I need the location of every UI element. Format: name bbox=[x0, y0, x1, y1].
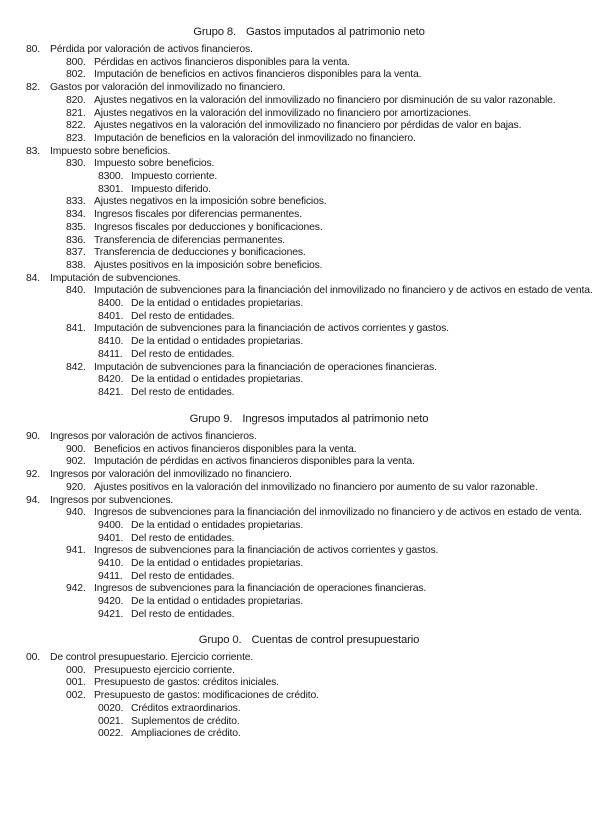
group-heading bbox=[0, 412, 600, 426]
account-code: 8410. bbox=[98, 336, 124, 348]
account-label: De la entidad o entidades propietarias. bbox=[131, 298, 304, 309]
group-title: Gastos imputados al patrimonio neto bbox=[246, 26, 425, 38]
account-code: 80. bbox=[26, 44, 40, 55]
account-label: Ajustes negativos en la valoración del inmovilizado no financiero por disminución de su valor razonable. bbox=[94, 94, 556, 106]
account-label: Del resto de entidades. bbox=[131, 608, 235, 620]
account-code: 92. bbox=[26, 469, 40, 481]
account-label: Ingresos por subvenciones. bbox=[50, 494, 174, 506]
account-code: 900. bbox=[66, 443, 86, 455]
account-code: 9420. bbox=[98, 596, 124, 608]
account-label: Imputación de beneficios en la valoración del inmovilizado no financiero. bbox=[94, 132, 416, 144]
account-code: 8401. bbox=[98, 310, 124, 322]
account-code: 802. bbox=[66, 69, 86, 81]
group-number: Grupo 9. bbox=[189, 413, 233, 425]
group-heading bbox=[0, 25, 600, 39]
account-code: 942. bbox=[66, 583, 86, 595]
account-label: Imputación de beneficios en activos financieros disponibles para la venta. bbox=[94, 69, 422, 81]
account-code: 9410. bbox=[98, 558, 124, 569]
account-label: Imputación de subvenciones para la financiación del inmovilizado no financiero y de activos en estado de venta. bbox=[94, 285, 593, 297]
account-code: 821. bbox=[66, 107, 86, 119]
account-label: Transferencia de deducciones y bonificaciones. bbox=[94, 247, 306, 259]
account-code: 902. bbox=[66, 456, 86, 468]
account-label: De la entidad o entidades propietarias. bbox=[131, 558, 304, 569]
account-label: De la entidad o entidades propietarias. bbox=[131, 596, 304, 608]
account-code: 84. bbox=[26, 272, 40, 284]
account-code: 830. bbox=[66, 158, 86, 170]
account-code: 002. bbox=[66, 690, 86, 702]
account-code: 8421. bbox=[98, 386, 124, 398]
account-label: De la entidad o entidades propietarias. bbox=[131, 374, 304, 386]
account-code: 835. bbox=[66, 221, 86, 233]
account-code: 823. bbox=[66, 132, 86, 144]
account-label: Del resto de entidades. bbox=[131, 532, 235, 544]
account-label: Presupuesto de gastos: créditos iniciales. bbox=[94, 677, 279, 689]
account-code: 8411. bbox=[98, 348, 123, 360]
account-label: Del resto de entidades. bbox=[131, 570, 235, 582]
account-code: 8420. bbox=[98, 374, 124, 386]
group-title: Cuentas de control presupuestario bbox=[251, 634, 420, 646]
account-code: 840. bbox=[66, 285, 86, 297]
account-label: Ingresos de subvenciones para la financiación de activos corrientes y gastos. bbox=[94, 545, 439, 557]
group-title: Ingresos imputados al patrimonio neto bbox=[242, 413, 429, 425]
account-code: 841. bbox=[66, 323, 86, 335]
group-heading bbox=[0, 633, 600, 647]
account-code: 00. bbox=[26, 652, 40, 663]
account-code: 82. bbox=[26, 82, 40, 94]
account-code: 001. bbox=[66, 677, 86, 689]
account-label: Impuesto sobre beneficios. bbox=[50, 145, 171, 157]
account-label: Ampliaciones de crédito. bbox=[131, 728, 241, 740]
account-code: 9401. bbox=[98, 532, 124, 544]
account-label: De la entidad o entidades propietarias. bbox=[131, 336, 304, 348]
account-label: Transferencia de diferencias permanentes. bbox=[94, 234, 285, 246]
account-label: Del resto de entidades. bbox=[131, 348, 235, 360]
account-label: Impuesto sobre beneficios. bbox=[94, 158, 215, 170]
account-label: Impuesto corriente. bbox=[131, 171, 218, 182]
account-label: Ajustes negativos en la valoración del inmovilizado no financiero por amortizaciones. bbox=[94, 107, 472, 119]
account-code: 920. bbox=[66, 481, 86, 493]
account-code: 0021. bbox=[98, 715, 124, 727]
account-label: Presupuesto de gastos: modificaciones de crédito. bbox=[94, 690, 319, 702]
account-label: Suplementos de crédito. bbox=[131, 715, 240, 727]
group-number: Grupo 0. bbox=[198, 634, 242, 646]
account-label: Imputación de subvenciones. bbox=[50, 272, 181, 284]
account-label: De control presupuestario. Ejercicio corriente. bbox=[50, 652, 254, 663]
account-code: 838. bbox=[66, 259, 86, 271]
account-code: 9411. bbox=[98, 570, 123, 582]
account-code: 8400. bbox=[98, 298, 124, 309]
account-code: 9421. bbox=[98, 608, 124, 620]
account-code: 83. bbox=[26, 145, 40, 157]
account-code: 822. bbox=[66, 120, 86, 132]
account-label: Ingresos por valoración de activos financieros. bbox=[50, 431, 257, 442]
account-code: 834. bbox=[66, 209, 86, 221]
account-label: Ingresos fiscales por deducciones y bonificaciones. bbox=[94, 221, 323, 233]
account-label: Créditos extraordinarios. bbox=[131, 702, 241, 714]
account-code: 90. bbox=[26, 431, 40, 442]
account-code: 000. bbox=[66, 664, 86, 676]
account-label: Pérdidas en activos financieros disponibles para la venta. bbox=[94, 56, 350, 68]
account-label: Beneficios en activos financieros disponibles para la venta. bbox=[94, 443, 357, 455]
account-label: Gastos por valoración del inmovilizado no financiero. bbox=[50, 82, 286, 94]
account-label: Ingresos de subvenciones para la financiación de operaciones financieras. bbox=[94, 583, 427, 595]
account-label: Ingresos fiscales por diferencias permanentes. bbox=[94, 209, 302, 221]
account-label: De la entidad o entidades propietarias. bbox=[131, 519, 304, 531]
account-label: Ajustes positivos en la valoración del inmovilizado no financiero por aumento de su valor razonable. bbox=[94, 481, 538, 493]
account-label: Impuesto diferido. bbox=[131, 183, 211, 195]
account-code: 0022. bbox=[98, 728, 124, 740]
account-code: 9400. bbox=[98, 519, 124, 531]
group-number: Grupo 8. bbox=[193, 26, 236, 38]
account-code: 0020. bbox=[98, 702, 124, 714]
account-label: Imputación de subvenciones para la financiación de operaciones financieras. bbox=[94, 361, 437, 373]
account-label: Presupuesto ejercicio corriente. bbox=[94, 664, 235, 676]
account-label: Ajustes positivos en la imposición sobre beneficios. bbox=[94, 259, 323, 271]
account-label: Imputación de pérdidas en activos financieros disponibles para la venta. bbox=[94, 456, 415, 468]
account-label: Ingresos por valoración del inmovilizado no financiero. bbox=[50, 469, 292, 481]
account-label: Ajustes negativos en la valoración del inmovilizado no financiero por pérdidas de valor en bajas. bbox=[94, 120, 522, 132]
account-code: 837. bbox=[66, 247, 86, 259]
account-label: Ingresos de subvenciones para la financiación del inmovilizado no financiero y de activos en estado de venta. bbox=[94, 507, 582, 519]
account-label: Del resto de entidades. bbox=[131, 310, 235, 322]
account-code: 940. bbox=[66, 507, 86, 519]
account-label: Imputación de subvenciones para la financiación de activos corrientes y gastos. bbox=[94, 323, 449, 335]
account-code: 800. bbox=[66, 56, 86, 68]
account-code: 842. bbox=[66, 361, 86, 373]
account-code: 94. bbox=[26, 494, 40, 506]
account-code: 941. bbox=[66, 545, 86, 557]
account-code: 8301. bbox=[98, 183, 124, 195]
account-label: Ajustes negativos en la imposición sobre beneficios. bbox=[94, 196, 327, 208]
account-code: 8300. bbox=[98, 171, 124, 182]
account-code: 820. bbox=[66, 94, 86, 106]
account-label: Pérdida por valoración de activos financieros. bbox=[50, 44, 253, 55]
account-label: Del resto de entidades. bbox=[131, 386, 235, 398]
account-code: 836. bbox=[66, 234, 86, 246]
account-code: 833. bbox=[66, 196, 86, 208]
